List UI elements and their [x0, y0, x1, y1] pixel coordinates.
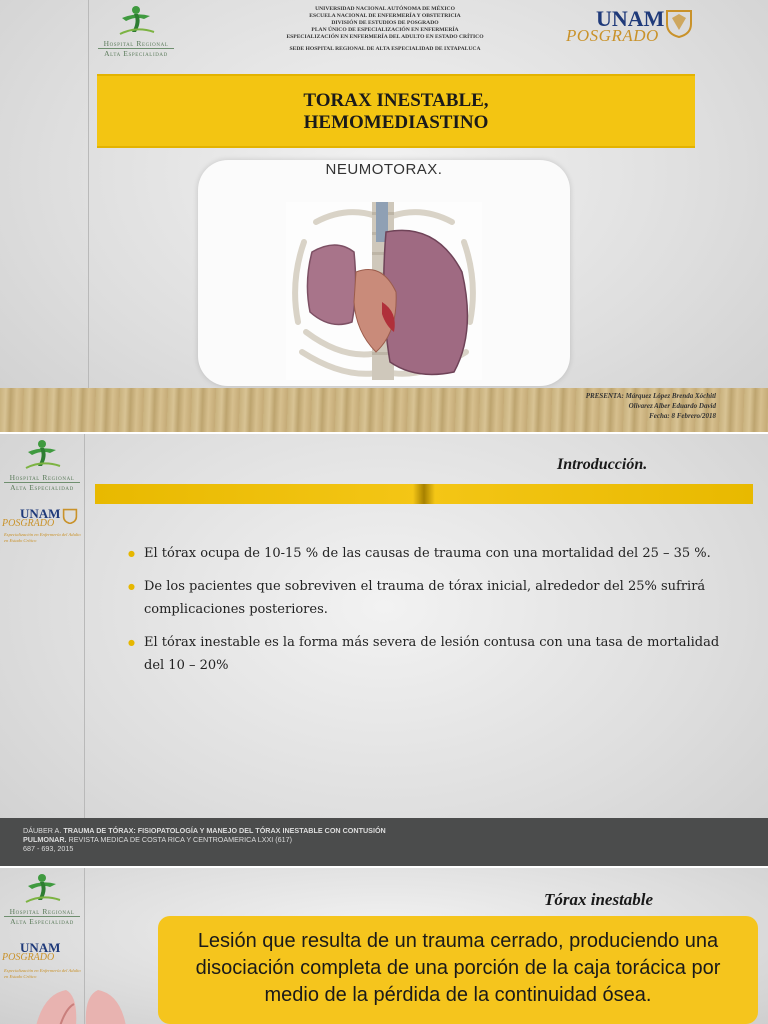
- gold-divider-bar: [95, 484, 753, 504]
- reference-author: DÁUBER A.: [23, 826, 62, 835]
- presenter-footer: [0, 388, 768, 432]
- hospital-logo-icon: [20, 438, 64, 470]
- header-line: ESCUELA NACIONAL DE ENFERMERÍA Y OBSTETRICIA: [309, 13, 461, 19]
- header-line: UNIVERSIDAD NACIONAL AUTÓNOMA DE MÉXICO: [315, 6, 455, 12]
- unam-text: UNAM: [20, 940, 61, 955]
- reference-title: TRAUMA DE TÓRAX: FISIOPATOLOGÍA Y MANEJO DEL TÓRAX INESTABLE CON CONTUSIÓN PULMONAR.: [23, 826, 386, 844]
- posgrado-text: POSGRADO: [2, 952, 55, 963]
- hospital-name-line2: Alta Especialidad: [104, 49, 168, 58]
- title-slide: [0, 0, 768, 432]
- hospital-name-line1: Hospital Regional: [103, 39, 169, 48]
- posgrado-text: POSGRADO: [2, 518, 55, 529]
- hospital-logo-icon: [114, 4, 158, 36]
- unam-text: UNAM: [596, 6, 665, 31]
- section-title: Introducción.: [557, 456, 648, 473]
- image-caption: NEUMOTORAX.: [325, 161, 443, 178]
- unam-shield-icon: [62, 508, 78, 524]
- hospital-name-line1: Hospital Regional: [9, 473, 75, 482]
- hospital-name-line2: Alta Especialidad: [10, 917, 74, 926]
- posgrado-text: POSGRADO: [566, 26, 659, 45]
- flail-chest-slide: [0, 868, 768, 1024]
- unam-shield-icon: [664, 8, 694, 38]
- definition-text: Lesión que resulta de un trauma cerrado, produciendo una disociación completa de una porción de la caja torácica por medio de la pérdida de la continuidad ósea.: [195, 930, 721, 1006]
- unam-subtitle: Especialización en Enfermería del Adulto en Estado Crítico: [4, 532, 81, 543]
- intro-bullet-list: [128, 542, 728, 687]
- hospital-logo: [2, 438, 82, 498]
- title-band: [97, 74, 695, 148]
- header-line: ESPECIALIZACIÓN EN ENFERMERÍA DEL ADULTO EN ESTADO CRÍTICO: [286, 34, 484, 40]
- list-item: ● El tórax ocupa de 10-15 % de las causas de trauma con una mortalidad del 25 – 35 %.: [128, 542, 728, 565]
- presenter-info: [0, 391, 716, 421]
- hospital-logo-icon: [20, 872, 64, 904]
- lung-illustration-icon: [26, 986, 136, 1024]
- definition-box: [158, 916, 758, 1024]
- presentation-title: TORAX INESTABLE, HEMOMEDIASTINO: [303, 90, 489, 133]
- unam-subtitle: Especialización en Enfermería del Adulto en Estado Crítico: [4, 968, 81, 979]
- hospital-name-line1: Hospital Regional: [9, 907, 75, 916]
- presenter-line: Olivarez Alber Eduardo David: [628, 402, 716, 410]
- thorax-illustration: [286, 202, 482, 380]
- unam-text: UNAM: [20, 506, 61, 521]
- sede-line: SEDE HOSPITAL REGIONAL DE ALTA ESPECIALIDAD DE IXTAPALUCA: [289, 46, 481, 52]
- hospital-logo: [2, 872, 82, 932]
- reference-pages: 687 - 693, 2015: [23, 844, 74, 853]
- list-item: ● De los pacientes que sobreviven el trauma de tórax inicial, alrededor del 25% sufrirá complicaciones posteriores.: [128, 575, 728, 621]
- reference-text: [23, 826, 403, 853]
- list-item: ● El tórax inestable es la forma más severa de lesión contusa con una tasa de mortalidad del 10 – 20%: [128, 631, 728, 677]
- left-divider: [88, 0, 89, 388]
- section-title: Tórax inestable: [544, 890, 654, 909]
- hospital-name-line2: Alta Especialidad: [10, 483, 74, 492]
- introduction-slide: [0, 434, 768, 866]
- pneumothorax-illustration-icon: [286, 202, 482, 380]
- presenter-line: PRESENTA: Márquez López Brenda Xóchitl: [585, 392, 716, 400]
- left-divider: [84, 434, 85, 818]
- presentation-date: Fecha: 8 Febrero/2018: [649, 412, 716, 420]
- header-line: PLAN ÚNICO DE ESPECIALIZACIÓN EN ENFERMERÍA: [311, 27, 459, 33]
- header-line: DIVISIÓN DE ESTUDIOS DE POSGRADO: [331, 20, 439, 26]
- reference-footer: [0, 818, 768, 866]
- institution-header: [220, 6, 550, 53]
- image-card: [198, 160, 570, 386]
- reference-journal: REVISTA MEDICA DE COSTA RICA Y CENTROAMERICA LXXI (617): [68, 835, 293, 844]
- hospital-logo: [96, 4, 176, 64]
- unam-posgrado-logo: [566, 4, 696, 50]
